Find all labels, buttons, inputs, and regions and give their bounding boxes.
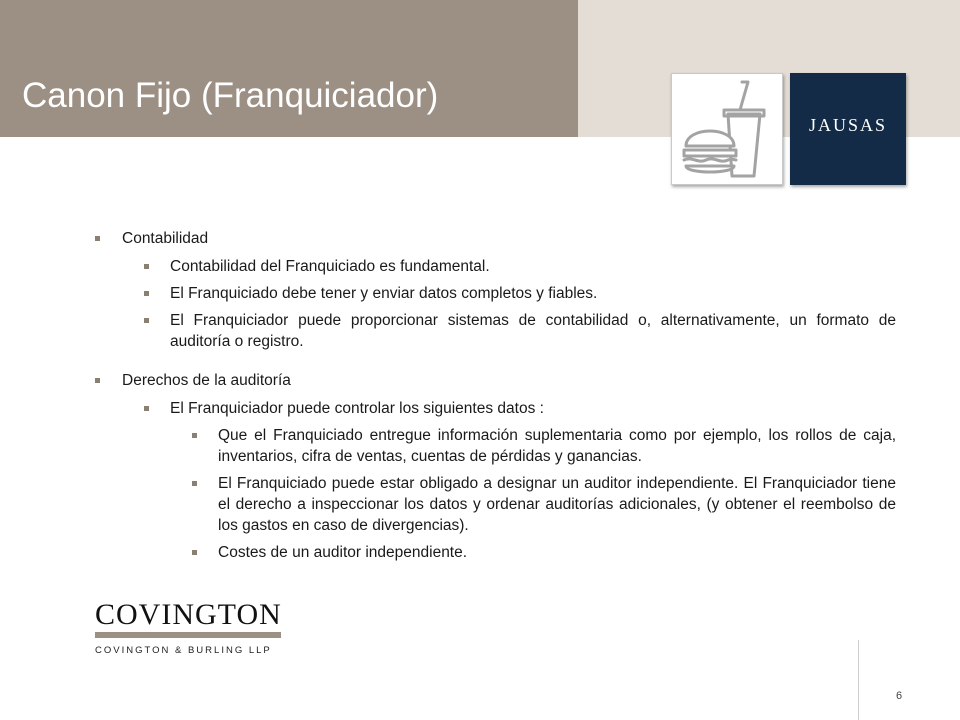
list-item (94, 256, 896, 277)
bullet-icon (95, 378, 100, 383)
covington-logo: COVINGTON (95, 598, 282, 631)
list-item (94, 370, 896, 391)
bullet-icon (144, 291, 149, 296)
bullet-icon (95, 236, 100, 241)
logo-text: JAUSAS (808, 115, 888, 135)
title-band (0, 0, 578, 137)
list-item (94, 228, 896, 249)
bullet-icon (192, 433, 197, 438)
list-item (94, 542, 896, 563)
page-number: 6 (896, 690, 903, 702)
section-gap (94, 358, 896, 370)
bullet-text: Que el Franquiciado entregue información suplementaria como por ejemplo, los rollos de caja, inventarios, cifra de ventas, cuentas de pérdidas y ganancias. (218, 427, 896, 465)
bullet-icon (144, 406, 149, 411)
list-item (94, 310, 896, 352)
list-item (94, 398, 896, 419)
covington-logo-subtitle: COVINGTON & BURLING LLP (95, 645, 272, 656)
slide-content (94, 228, 896, 569)
list-item (94, 473, 896, 536)
burger-drink-icon (671, 73, 783, 185)
bullet-text: Contabilidad (122, 230, 209, 247)
bullet-icon (144, 318, 149, 323)
bullet-text: Costes de un auditor independiente. (218, 544, 468, 561)
bullet-text: Contabilidad del Franquiciado es fundamental. (170, 258, 490, 275)
bullet-text: El Franquiciado debe tener y enviar datos completos y fiables. (170, 285, 598, 302)
bullet-icon (192, 481, 197, 486)
bullet-text: El Franquiciador puede controlar los siguientes datos : (170, 400, 544, 417)
bullet-text: Derechos de la auditoría (122, 372, 291, 389)
bullet-icon (192, 550, 197, 555)
bullet-text: El Franquiciador puede proporcionar sistemas de contabilidad o, alternativamente, un formato de auditoría o registro. (170, 312, 896, 350)
list-item (94, 425, 896, 467)
covington-logo-rule (95, 632, 281, 638)
slide-title: Canon Fijo (Franquiciador) (22, 76, 439, 115)
jausas-logo (790, 73, 906, 185)
list-item (94, 283, 896, 304)
bullet-icon (144, 264, 149, 269)
bullet-text: El Franquiciado puede estar obligado a designar un auditor independiente. El Franquiciador tiene el derecho a inspeccionar los datos y ordenar auditorías adicionales, (y obtener el reembolso de los gastos en caso de divergencias). (218, 475, 896, 534)
footer-divider (858, 640, 859, 720)
